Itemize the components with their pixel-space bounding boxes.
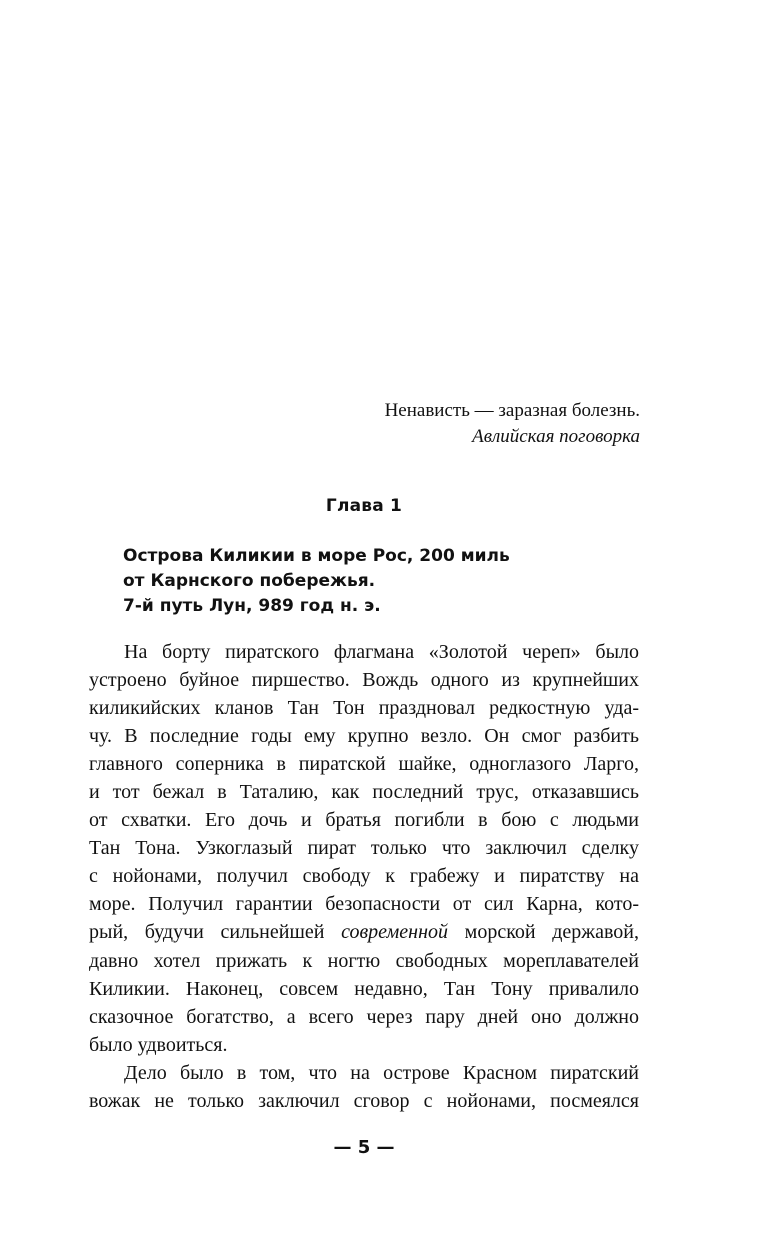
body-line: Дело было в том, что на острове Красном пиратский [124,1061,639,1084]
body-text [89,638,639,1115]
body-line: от схватки. Его дочь и братья погибли в бою с людьми [89,809,639,832]
body-line: сказочное богатство, а всего через пару дней оно должно [89,1005,639,1028]
body-line: было удвоиться. [89,1033,228,1056]
setting-line: Острова Киликии в море Рос, 200 миль [123,546,510,566]
chapter-title: Глава 1 [325,496,403,516]
body-text-segment: морской державой, [448,921,639,944]
body-line: вожак не только заключил сговор с нойонами, посмеялся [89,1089,639,1112]
chapter-setting [123,544,510,619]
body-text-segment: рый, будучи сильнейшей [89,921,342,944]
body-line: давно хотел прижать к ногтю свободных мореплавателей [89,949,639,972]
epigraph [385,398,640,450]
body-line: главного соперника в пиратской шайке, одноглазого Ларго, [89,753,639,776]
setting-line: от Карнского побережья. [123,571,376,591]
epigraph-quote: Ненависть — заразная болезнь. [384,400,640,421]
page-number: — 5 — [333,1137,395,1158]
body-text-emphasis: современной [341,921,449,944]
epigraph-source: Авлийская поговорка [472,426,640,447]
body-line: устроено буйное пиршество. Вождь одного из крупнейших [89,669,639,692]
body-line: и тот бежал в Таталию, как последний трус, отказавшись [89,781,639,804]
body-line: киликийских кланов Тан Тон праздновал редкостную уда- [89,697,639,720]
body-line: чу. В последние годы ему крупно везло. Он смог разбить [89,725,639,748]
body-line: На борту пиратского флагмана «Золотой череп» было [124,641,639,663]
body-line: с нойонами, получил свободу к грабежу и пиратству на [89,865,639,888]
body-line: Киликии. Наконец, совсем недавно, Тан Тону привалило [89,977,639,1000]
body-line: море. Получил гарантии безопасности от сил Карна, кото- [89,893,639,916]
body-line [89,918,639,946]
setting-line: 7-й путь Лун, 989 год н. э. [123,596,381,616]
body-line: Тан Тона. Узкоглазый пират только что заключил сделку [89,837,639,860]
